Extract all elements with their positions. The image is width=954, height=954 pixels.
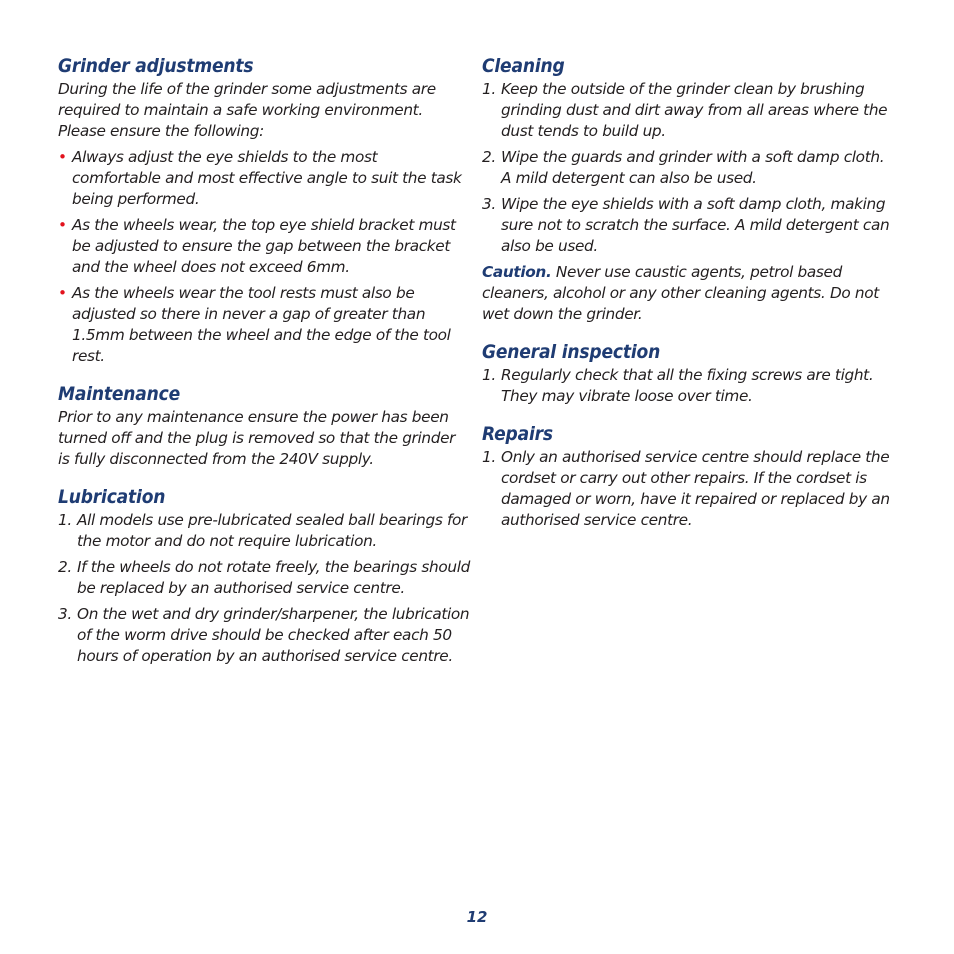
numbered-list: [482, 79, 892, 257]
bullet-icon: •: [58, 148, 67, 166]
list-item: [58, 557, 470, 599]
list-item: [482, 365, 892, 407]
general-inspection-section: [482, 339, 892, 407]
list-item-text: Wipe the eye shields with a soft damp cloth, making sure not to scratch the surface. A mild detergent can also be used.: [501, 195, 890, 255]
lubrication-section: [58, 484, 470, 667]
list-number: 3.: [58, 605, 72, 623]
grinder-adjustments-section: [58, 53, 470, 367]
section-heading: General inspection: [482, 341, 661, 363]
list-item: [482, 194, 892, 257]
list-item: [58, 604, 470, 667]
numbered-list: [482, 447, 892, 531]
bullet-icon: •: [58, 216, 67, 234]
caution-text: Never use caustic agents, petrol based cleaners, alcohol or any other cleaning agents. Do not wet down the grinder.: [482, 263, 879, 323]
section-heading: Maintenance: [58, 383, 181, 405]
list-item-text: Keep the outside of the grinder clean by brushing grinding dust and dirt away from all areas where the dust tends to build up.: [501, 80, 888, 140]
list-number: 2.: [482, 148, 496, 166]
list-item: [58, 215, 470, 278]
list-item-text: Regularly check that all the fixing screws are tight. They may vibrate loose over time.: [501, 366, 874, 405]
section-heading: Repairs: [482, 423, 553, 445]
list-item: [482, 147, 892, 189]
section-heading: Grinder adjustments: [58, 55, 254, 77]
list-item: [58, 283, 470, 367]
list-item-text: Always adjust the eye shields to the most comfortable and most effective angle to suit the task being performed.: [72, 148, 462, 208]
list-item: [482, 79, 892, 142]
page-number: 12: [466, 908, 488, 926]
list-item: [58, 510, 470, 552]
section-text: Prior to any maintenance ensure the power has been turned off and the plug is removed so that the grinder is fully disconnected from the 240V supply.: [58, 408, 456, 468]
list-number: 3.: [482, 195, 496, 213]
list-item-text: As the wheels wear the tool rests must also be adjusted so there in never a gap of greater than 1.5mm between the wheel and the edge of the tool rest.: [72, 284, 451, 365]
caution-label: Caution.: [482, 263, 552, 281]
repairs-section: [482, 421, 892, 531]
list-item-text: If the wheels do not rotate freely, the bearings should be replaced by an authorised service centre.: [77, 558, 470, 597]
maintenance-section: [58, 381, 470, 470]
list-item-text: All models use pre-lubricated sealed ball bearings for the motor and do not require lubrication.: [77, 511, 467, 550]
list-item-text: Only an authorised service centre should replace the cordset or carry out other repairs. If the cordset is damaged or worn, have it repaired or replaced by an authorised service centre.: [501, 448, 890, 529]
numbered-list: [58, 510, 470, 667]
list-number: 1.: [482, 366, 496, 384]
list-number: 1.: [58, 511, 72, 529]
bullet-icon: •: [58, 284, 67, 302]
numbered-list: [482, 365, 892, 407]
list-number: 2.: [58, 558, 72, 576]
section-heading: Cleaning: [482, 55, 565, 77]
list-item-text: On the wet and dry grinder/sharpener, the lubrication of the worm drive should be checked after each 50 hours of operation by an authorised service centre.: [77, 605, 470, 665]
list-item: [482, 447, 892, 531]
bullet-list: [58, 147, 470, 367]
left-column: [58, 53, 470, 681]
section-intro: During the life of the grinder some adjustments are required to maintain a safe working environment. Please ensure the following:: [58, 80, 436, 140]
list-item: [58, 147, 470, 210]
list-number: 1.: [482, 448, 496, 466]
right-column: [482, 53, 892, 545]
caution-note: [482, 262, 892, 325]
list-number: 1.: [482, 80, 496, 98]
cleaning-section: [482, 53, 892, 325]
list-item-text: As the wheels wear, the top eye shield bracket must be adjusted to ensure the gap between the bracket and the wheel does not exceed 6mm.: [72, 216, 456, 276]
section-heading: Lubrication: [58, 486, 166, 508]
list-item-text: Wipe the guards and grinder with a soft damp cloth. A mild detergent can also be used.: [501, 148, 885, 187]
